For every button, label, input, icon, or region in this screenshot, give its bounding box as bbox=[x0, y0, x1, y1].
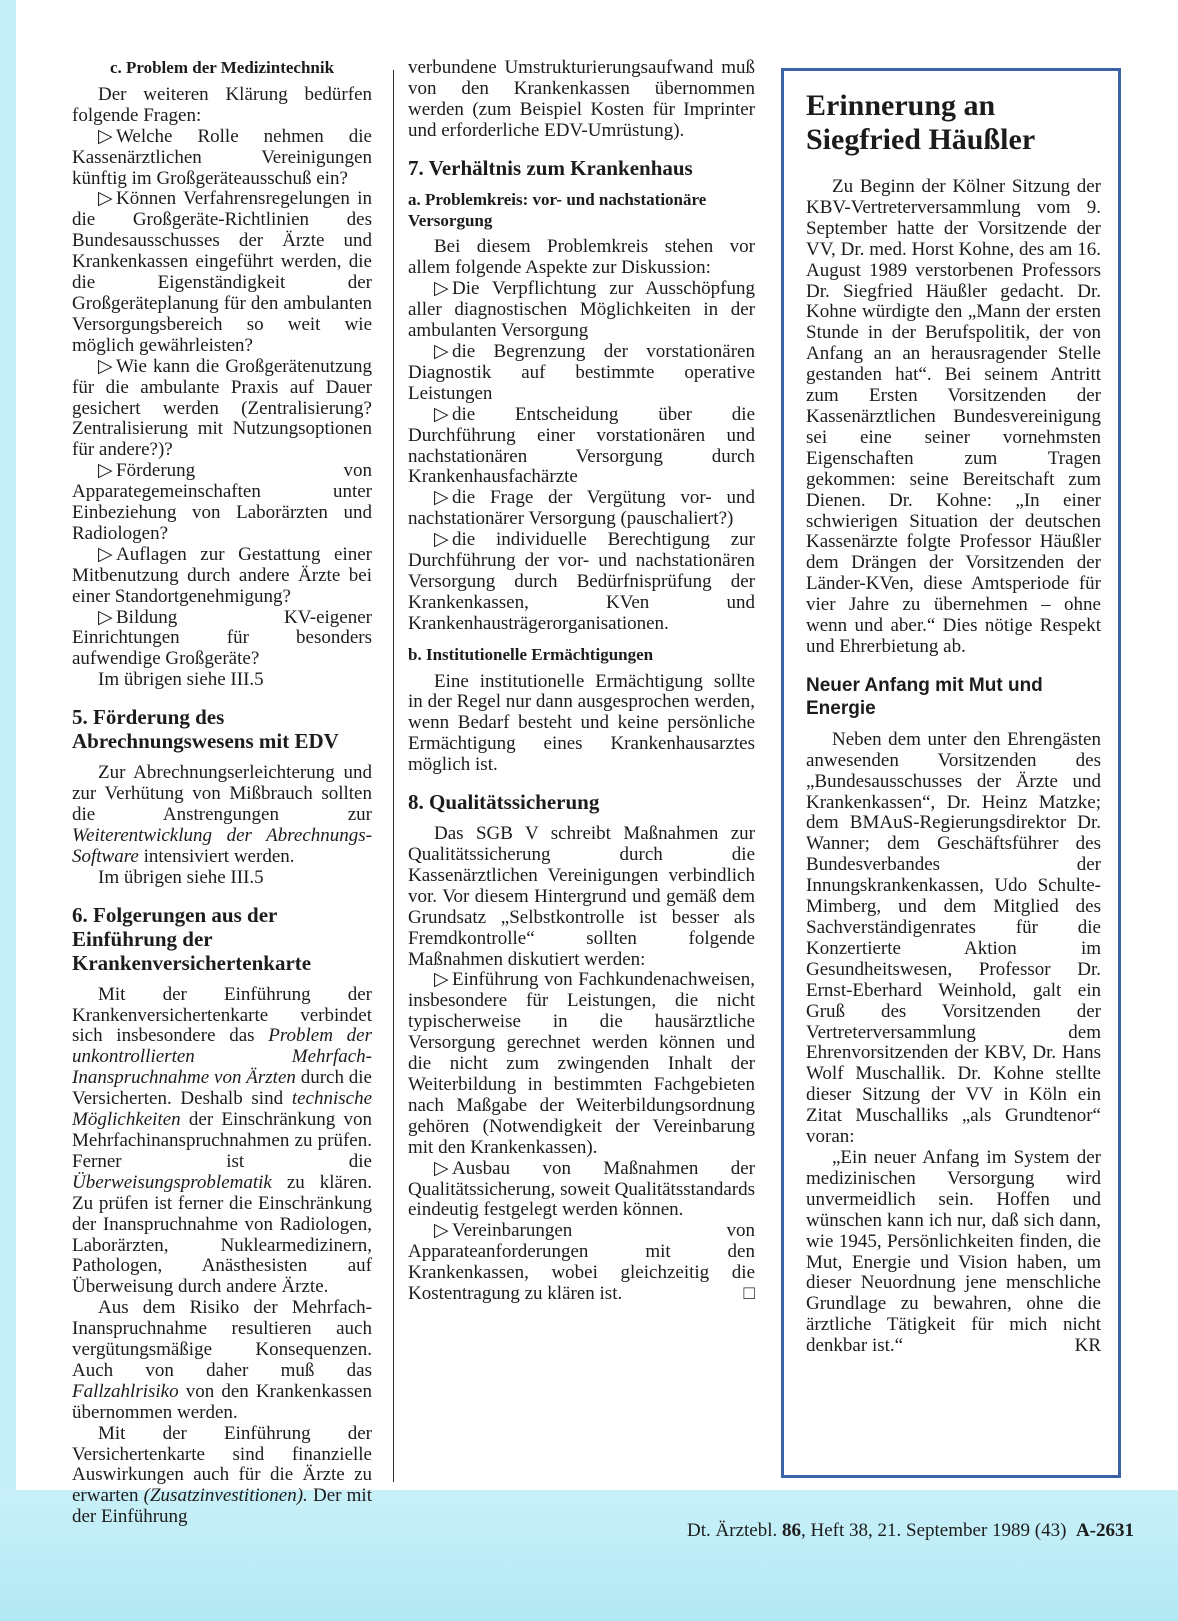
column-middle bbox=[408, 58, 755, 1305]
triangle-right-icon: ▷ bbox=[98, 355, 113, 377]
triangle-right-icon: ▷ bbox=[434, 1220, 449, 1242]
bullet-item: ▷ Vereinbarungen von Apparateanforderungen mit den Krankenkassen, wobei gleichzeitig die Kostentragung zu klären ist. □ bbox=[408, 1220, 755, 1305]
triangle-right-icon: ▷ bbox=[434, 278, 449, 300]
triangle-right-icon: ▷ bbox=[434, 403, 449, 425]
column-divider bbox=[393, 70, 394, 1482]
paragraph: Zu Beginn der Kölner Sitzung der KBV-Vertreterversammlung vom 9. September hatte der Vorsitzende der VV, Dr. med. Horst Kohne, des am 16. August 1989 verstorbenen Professors Dr. Siegfried Häußler gedacht. Dr. Kohne würdigte den „Mann der ersten Stunde in der Berufspolitik, der von Anfang an an herausragender Stelle gestanden hat“. Bei seinem Antritt zum Ersten Vorsitzenden der Kassenärztlichen Bundesvereinigung sei eine seiner vornehmsten Eigenschaften zum Tragen gekommen: seine Bereitschaft zum Dienen. Dr. Kohne: „In einer schwierigen Situation der deutschen Kassenärzte folgte Professor Häußler dem Drängen der Vorsitzenden der Länder-KVen, diese Amtsperiode für vier Jahre zu übernehmen – ohne wenn und aber.“ Dies nötige Respekt und Ehrerbietung ab. bbox=[806, 176, 1101, 657]
paragraph: Eine institutionelle Ermächtigung sollte in der Regel nur dann ausgesprochen werden, wenn Bedarf besteht und keine persönliche Ermächtigung eines Krankenhausarztes möglich ist. bbox=[408, 670, 755, 776]
bullet-item: ▷ die Begrenzung der vorstationären Diagnostik auf bestimmte operative Leistungen bbox=[408, 340, 755, 404]
paragraph: verbundene Umstrukturierungsaufwand muß von den Krankenkassen übernommen werden (zum Beispiel Kosten für Imprinter und erforderliche EDV-Umrüstung). bbox=[408, 57, 755, 141]
journal-name: Dt. Ärztebl. bbox=[687, 1520, 783, 1541]
heading-section-6: 6. Folgerungen aus der Einführung der Krankenversichertenkarte bbox=[72, 902, 312, 975]
paragraph: Neben dem unter den Ehrengästen anwesenden Vorsitzenden des „Bundesausschusses der Ärzte und Krankenkassen“, Dr. Heinz Matzke; dem BMAuS-Regierungsdirektor Dr. Wanner; dem Geschäftsführer des Bundesverbandes der Innungskrankenkassen, Udo Schulte-Mimberg, und dem Mitglied des Sachverständigenrates für die Konzertierte Aktion im Gesundheitswesen, Professor Dr. Ernst-Eberhard Weinhold, galt ein Gruß des Vorsitzenden der Vertreterversammlung dem Ehrenvorsitzenden der KBV, Dr. Hans Wolf Muschallik. Dr. Kohne stellte dieser Sitzung der VV in Köln ein Zitat Muschalliks „als Grundtenor“ voran: bbox=[806, 728, 1101, 1148]
author-initials: KR bbox=[1074, 1335, 1101, 1357]
triangle-right-icon: ▷ bbox=[98, 460, 113, 482]
bullet-item: ▷ Auflagen zur Gestattung einer Mitbenutzung durch andere Ärzte bei einer Standortgenehmigung? bbox=[72, 543, 372, 607]
bullet-item: ▷ die Frage der Vergütung vor- und nachstationärer Versorgung (pauschaliert?) bbox=[408, 487, 755, 530]
bullet-item: ▷ Können Verfahrensregelungen in die Großgeräte-Richtlinien des Bundesausschusses der Ärzte und Krankenkassen eingeführt werden, die die Eigenständigkeit der Großgeräteplanung für den ambulanten Versorgungsbereich so weit wie möglich gewährleisten? bbox=[72, 188, 372, 356]
memorial-box bbox=[781, 68, 1121, 1478]
bullet-item: ▷ die Entscheidung über die Durchführung einer vorstationären und nachstationären Versorgung durch Krankenhausfachärzte bbox=[408, 403, 755, 488]
triangle-right-icon: ▷ bbox=[434, 1157, 449, 1179]
bullet-item: ▷ Einführung von Fachkundenachweisen, insbesondere für Leistungen, die nicht typischerweise in die hausärztliche Versorgung gerechnet werden können und die nicht zum zwingenden Inhalt der Weiterbildung in bestimmten Fachgebieten nach Maßgabe der Weiterbildungsordnung gehören (Notwendigkeit der Vereinbarung mit den Krankenkassen). bbox=[408, 969, 755, 1158]
triangle-right-icon: ▷ bbox=[98, 188, 113, 210]
paragraph: Bei diesem Problemkreis stehen vor allem folgende Aspekte zur Diskussion: bbox=[408, 236, 755, 279]
issue-info: , Heft 38, 21. September 1989 (43) bbox=[801, 1520, 1067, 1541]
bullet-item: ▷ die individuelle Berechtigung zur Durchführung der vor- und nachstationären Versorgung durch Bedürfnisprüfung der Krankenkassen, KVen und Krankenhausträgerorganisationen. bbox=[408, 529, 755, 634]
paragraph: Mit der Einführung der Versichertenkarte sind finanzielle Auswirkungen auch für die Ärzte zu erwarten (Zusatzinvestitionen). Der mit der Einführung bbox=[72, 1422, 372, 1528]
triangle-right-icon: ▷ bbox=[434, 529, 449, 551]
heading-medizintechnik: c. Problem der Medizintechnik bbox=[109, 58, 335, 77]
heading-section-5: 5. Förderung des Abrechnungswesens mit EDV bbox=[72, 705, 339, 754]
box-subheading: Neuer Anfang mit Mut und Energie bbox=[806, 674, 1043, 719]
end-of-article-square-icon: □ bbox=[743, 1283, 755, 1305]
paragraph: Das SGB V schreibt Maßnahmen zur Qualitätssicherung durch die Kassenärztlichen Vereinigungen verbindlich vor. Vor diesem Hintergrund und gemäß dem Grundsatz „Selbstkontrolle ist besser als Fremdkontrolle“ sollten folgende Maßnahmen diskutiert werden: bbox=[408, 823, 755, 970]
triangle-right-icon: ▷ bbox=[98, 543, 113, 565]
paragraph: Der weiteren Klärung bedürfen folgende Fragen: bbox=[72, 83, 372, 126]
heading-section-7b: b. Institutionelle Ermächtigungen bbox=[408, 644, 654, 664]
triangle-right-icon: ▷ bbox=[434, 340, 449, 362]
bullet-item: ▷ Bildung KV-eigener Einrichtungen für besonders aufwendige Großgeräte? bbox=[72, 606, 372, 670]
triangle-right-icon: ▷ bbox=[98, 125, 113, 147]
heading-section-7a: a. Problemkreis: vor- und nachstationäre Versorgung bbox=[408, 189, 707, 230]
paragraph: Zur Abrechnungserleichterung und zur Verhütung von Mißbrauch sollten die Anstrengungen zur Weiterentwicklung der Abrechnungs-Software intensiviert werden. bbox=[72, 762, 372, 867]
volume-number: 86 bbox=[782, 1520, 802, 1541]
box-title: Erinnerung an Siegfried Häußler bbox=[806, 89, 1036, 156]
bullet-item: ▷ Welche Rolle nehmen die Kassenärztlichen Vereinigungen künftig im Großgeräteausschuß ein? bbox=[72, 125, 372, 189]
bullet-item: ▷ Die Verpflichtung zur Ausschöpfung aller diagnostischen Möglichkeiten in der ambulanten Versorgung bbox=[408, 278, 755, 342]
triangle-right-icon: ▷ bbox=[434, 969, 449, 991]
page-footer bbox=[687, 1520, 1134, 1542]
page-number: A-2631 bbox=[1075, 1520, 1134, 1541]
triangle-right-icon: ▷ bbox=[98, 606, 113, 628]
triangle-right-icon: ▷ bbox=[434, 487, 449, 509]
bullet-item: ▷ Wie kann die Großgerätenutzung für die ambulante Praxis auf Dauer gesichert werden (Zentralisierung? Zentralisierung mit Nutzungsoptionen für andere?)? bbox=[72, 355, 372, 461]
bullet-item: ▷ Förderung von Apparategemeinschaften unter Einbeziehung von Laborärzten und Radiologen? bbox=[72, 460, 372, 544]
memorial-box-content bbox=[806, 85, 1101, 1357]
heading-section-7: 7. Verhältnis zum Krankenhaus bbox=[408, 155, 693, 180]
paragraph: Mit der Einführung der Krankenversichertenkarte verbindet sich insbesondere das Problem der unkontrollierten Mehrfach-Inanspruchnahme von Ärzten durch die Versicherten. Deshalb sind technische Möglichkeiten der Einschränkung von Mehrfachinanspruchnahmen zu prüfen. Ferner ist die Überweisungsproblematik zu klären. Zu prüfen ist ferner die Einschränkung der Inanspruchnahme von Radiologen, Laborärzten, Nuklearmedizinern, Pathologen, Anästhesisten auf Überweisung durch andere Ärzte. bbox=[72, 983, 372, 1298]
bullet-item: ▷ Ausbau von Maßnahmen der Qualitätssicherung, soweit Qualitätsstandards eindeutig festgelegt werden können. bbox=[408, 1157, 755, 1221]
margin-color-band bbox=[0, 0, 16, 1621]
quote-paragraph: „Ein neuer Anfang im System der medizinischen Versorgung wird unvermeidlich sein. Hoffen und wünschen kann ich nur, daß sich dann, wie 1945, Persönlichkeiten finden, die Mut, Energie und Vision haben, um dieser Neuordnung jene menschliche Grundlage zu bewahren, ohne die ärztliche Tätigkeit für mich nicht denkbar ist.“ KR bbox=[806, 1146, 1101, 1357]
cross-reference: Im übrigen siehe III.5 bbox=[98, 866, 264, 888]
paragraph: Aus dem Risiko der Mehrfach-Inanspruchnahme resultieren auch vergütungsmäßige Konsequenzen. Auch von daher muß das Fallzahlrisiko von den Krankenkassen übernommen werden. bbox=[72, 1297, 372, 1423]
cross-reference: Im übrigen siehe III.5 bbox=[98, 669, 264, 691]
column-left bbox=[72, 58, 372, 1528]
heading-section-8: 8. Qualitätssicherung bbox=[408, 790, 600, 815]
